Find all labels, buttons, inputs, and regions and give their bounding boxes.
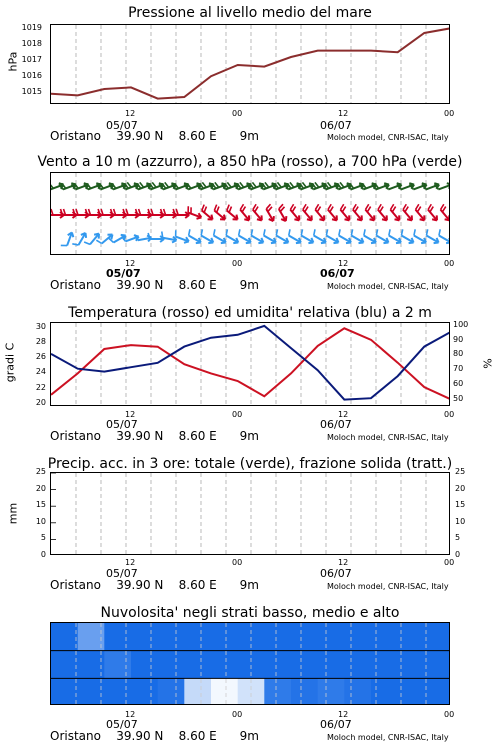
humidity-y-tick: 50: [453, 393, 464, 403]
precip-y-tick: 25: [35, 467, 46, 476]
precip-y-tick: 10: [35, 516, 46, 526]
cloud-cell: [184, 651, 211, 679]
precip-y-tick-right: 20: [455, 483, 466, 493]
date-label: 06/07: [320, 119, 352, 132]
wind-chart-title: Vento a 10 m (azzurro), a 850 hPa (rosso), a 700 hPa (verde): [37, 154, 463, 170]
cloud-cell: [291, 623, 318, 651]
cloud-cell: [344, 623, 371, 651]
x-tick: 00: [232, 259, 243, 268]
model-credit: Moloch model, CNR-ISAC, Italy: [327, 133, 449, 142]
cloud-chart-title: Nuvolosita' negli strati basso, medio e alto: [100, 605, 400, 621]
cloud-cell: [184, 623, 211, 651]
wind-barb-850hpa: [349, 204, 366, 222]
temperature-plot-area: [50, 322, 450, 406]
cloud-cell: [318, 651, 345, 679]
precip-bar: [226, 554, 249, 555]
cloud-cell: [158, 678, 185, 705]
location-label: Oristano 39.90 N 8.60 E 9m: [50, 278, 259, 292]
x-tick: 00: [444, 410, 455, 419]
cloud-cell: [211, 678, 238, 705]
wind-barb-feather: [61, 244, 67, 248]
cloud-cell: [318, 678, 345, 705]
wind-barb-850hpa: [337, 204, 354, 222]
cloud-cell: [398, 678, 425, 705]
cloud-cell: [184, 678, 211, 705]
pressure-plot-area: [50, 24, 450, 104]
cloud-cell: [398, 651, 425, 679]
cloud-cell: [398, 623, 425, 651]
cloud-cell: [158, 651, 185, 679]
date-label: 06/07: [320, 567, 352, 580]
cloud-cell: [424, 651, 450, 679]
cloud-cell: [104, 678, 131, 705]
temperature-y-tick: 26: [35, 352, 46, 362]
wind-barb-feather: [237, 229, 242, 235]
cloud-cell: [344, 678, 371, 705]
humidity-y-tick: 100: [453, 319, 469, 329]
wind-barb-feather: [425, 229, 430, 235]
cloud-cell: [371, 651, 398, 679]
wind-barb-850hpa: [211, 205, 229, 222]
wind-barb-850hpa: [275, 204, 291, 222]
humidity-y-tick: 90: [453, 334, 464, 344]
wind-barb-850hpa: [374, 204, 391, 222]
cloud-cell: [51, 651, 78, 679]
wind-barb-feather: [224, 229, 229, 235]
wind-barb-feather: [412, 229, 417, 235]
wind-barb-feather: [375, 229, 380, 235]
precip-bar-chart: [51, 473, 450, 555]
cloud-cell: [131, 651, 158, 679]
wind-barb-feather: [187, 229, 192, 235]
date-label: 05/07: [106, 267, 141, 280]
cloud-plot-area: [50, 622, 450, 705]
date-label: 05/07: [106, 119, 138, 132]
wind-barb-850hpa: [412, 204, 429, 222]
wind-barb-850hpa: [312, 204, 329, 222]
x-tick: 12: [125, 558, 136, 567]
wind-barb-shaft: [439, 236, 450, 243]
x-tick: 12: [338, 259, 349, 268]
wind-barb-850hpa: [387, 204, 404, 222]
temperature-humidity-line-chart: [51, 323, 450, 406]
wind-barb-feather: [362, 229, 367, 235]
wind-barbs-chart: [51, 173, 450, 255]
precip-y-tick: 5: [40, 533, 46, 543]
x-tick: 12: [125, 710, 136, 719]
cloud-cell: [264, 678, 291, 705]
cloud-cell: [371, 623, 398, 651]
cloud-cell: [318, 623, 345, 651]
temperature-series-line: [51, 328, 450, 399]
wind-barb-feather: [400, 229, 405, 235]
wind-barb-feather: [387, 229, 392, 235]
pressure-y-tick: 1017: [21, 55, 42, 64]
model-credit: Moloch model, CNR-ISAC, Italy: [327, 282, 449, 291]
temperature-chart-title: Temperatura (rosso) ed umidita' relativa (blu) a 2 m: [68, 305, 432, 321]
temperature-y-tick: 28: [35, 336, 46, 346]
location-label: Oristano 39.90 N 8.60 E 9m: [50, 578, 259, 592]
wind-barb-feather: [199, 229, 204, 235]
precip-y-tick: 15: [35, 500, 46, 510]
wind-barb-feather: [84, 241, 90, 246]
cloud-cell: [211, 623, 238, 651]
wind-barb-feather: [350, 229, 355, 235]
x-tick: 00: [232, 558, 243, 567]
x-tick: 12: [125, 410, 136, 419]
pressure-y-label: hPa: [6, 51, 20, 72]
pressure-y-tick: 1016: [21, 71, 42, 80]
x-tick: 12: [125, 259, 136, 268]
wind-barb-850hpa: [198, 205, 216, 222]
cloud-cell: [131, 678, 158, 705]
precip-y-label: mm: [6, 502, 20, 525]
wind-barb-10m: [61, 230, 75, 248]
wind-barb-850hpa: [424, 204, 441, 222]
pressure-y-tick: 1015: [21, 87, 42, 96]
wind-barb-shaft: [438, 185, 450, 190]
x-tick: 00: [444, 558, 455, 567]
precip-y-tick-right: 25: [455, 467, 466, 476]
wind-barb-850hpa: [437, 204, 450, 222]
precip-y-tick: 20: [35, 483, 46, 493]
temperature-y-tick: 24: [35, 367, 46, 377]
precip-plot-area: [50, 472, 450, 555]
wind-barb-10m: [72, 230, 88, 248]
model-credit: Moloch model, CNR-ISAC, Italy: [327, 582, 449, 591]
date-label: 06/07: [320, 267, 355, 280]
wind-barb-feather: [250, 229, 255, 235]
pressure-line-chart: [51, 25, 450, 104]
date-label: 05/07: [106, 718, 138, 731]
cloud-cell: [264, 651, 291, 679]
precip-y-tick: 0: [40, 550, 46, 559]
humidity-y-tick: 80: [453, 349, 464, 359]
x-tick: 12: [338, 558, 349, 567]
cloud-cell: [424, 623, 450, 651]
cloud-heatmap: [51, 623, 450, 705]
date-label: 05/07: [106, 418, 138, 431]
cloud-cell: [371, 678, 398, 705]
x-tick: 12: [338, 109, 349, 118]
x-tick: 00: [232, 710, 243, 719]
cloud-cell: [131, 623, 158, 651]
temperature-y-tick: 30: [35, 321, 46, 331]
wind-barb-10m: [173, 230, 191, 244]
precip-chart-title: Precip. acc. in 3 ore: totale (verde), frazione solida (tratt.): [47, 456, 453, 472]
temperature-y-tick: 22: [35, 382, 46, 392]
cloud-cell: [104, 651, 131, 679]
date-label: 06/07: [320, 718, 352, 731]
cloud-cell: [104, 623, 131, 651]
wind-barb-850hpa: [223, 205, 241, 222]
wind-barb-850hpa: [362, 204, 379, 222]
wind-barb-700hpa: [51, 179, 65, 193]
model-credit: Moloch model, CNR-ISAC, Italy: [327, 733, 449, 742]
x-tick: 00: [232, 410, 243, 419]
x-tick: 12: [338, 410, 349, 419]
wind-barb-850hpa: [324, 204, 341, 222]
wind-barb-850hpa: [299, 204, 316, 222]
wind-barb-feather: [312, 229, 317, 235]
wind-barb-feather: [287, 229, 292, 235]
cloud-cell: [291, 651, 318, 679]
cloud-cell: [424, 678, 450, 705]
wind-barb-feather: [337, 229, 342, 235]
cloud-cell: [264, 623, 291, 651]
wind-barb-feather: [300, 229, 305, 235]
wind-barb-feather: [262, 229, 267, 235]
x-tick: 12: [125, 109, 136, 118]
wind-barb-feather: [72, 242, 78, 247]
x-tick: 00: [444, 710, 455, 719]
wind-barb-feather: [325, 229, 330, 235]
x-tick: 00: [444, 259, 455, 268]
x-tick: 00: [232, 109, 243, 118]
precip-y-tick-right: 5: [455, 533, 461, 543]
location-label: Oristano 39.90 N 8.60 E 9m: [50, 729, 259, 743]
cloud-cell: [211, 651, 238, 679]
wind-barb-850hpa: [399, 204, 416, 222]
cloud-cell: [291, 678, 318, 705]
wind-barb-850hpa: [237, 204, 254, 222]
cloud-cell: [158, 623, 185, 651]
precip-y-tick-right: 15: [455, 500, 466, 510]
x-tick: 12: [338, 710, 349, 719]
wind-barb-850hpa: [287, 204, 304, 222]
wind-barb-feather: [212, 229, 217, 235]
wind-barb-feather: [437, 229, 442, 235]
cloud-cell: [51, 623, 78, 651]
wind-barb-10m: [84, 230, 101, 248]
pressure-y-tick: 1018: [21, 39, 42, 48]
temperature-y-tick: 20: [35, 397, 46, 407]
cloud-cell: [51, 678, 78, 705]
pressure-series-line: [51, 28, 450, 98]
cloud-cell: [344, 651, 371, 679]
temperature-y-label: gradi C: [3, 342, 17, 383]
date-label: 05/07: [106, 567, 138, 580]
wind-barb-feather: [174, 230, 178, 236]
precip-y-tick-right: 0: [455, 550, 461, 559]
wind-barb-feather: [275, 229, 280, 235]
precip-y-tick-right: 10: [455, 516, 466, 526]
location-label: Oristano 39.90 N 8.60 E 9m: [50, 429, 259, 443]
location-label: Oristano 39.90 N 8.60 E 9m: [50, 129, 259, 143]
pressure-chart-title: Pressione al livello medio del mare: [128, 5, 372, 21]
wind-barb-850hpa: [263, 204, 279, 222]
date-label: 06/07: [320, 418, 352, 431]
wind-barb-feather: [186, 206, 190, 212]
humidity-y-tick: 60: [453, 378, 464, 388]
wind-barb-850hpa: [249, 204, 266, 222]
pressure-y-tick: 1019: [21, 23, 42, 32]
wind-plot-area: [50, 172, 450, 255]
humidity-y-tick: 70: [453, 364, 464, 374]
humidity-y-label: %: [481, 358, 495, 369]
x-tick: 00: [444, 109, 455, 118]
model-credit: Moloch model, CNR-ISAC, Italy: [327, 433, 449, 442]
